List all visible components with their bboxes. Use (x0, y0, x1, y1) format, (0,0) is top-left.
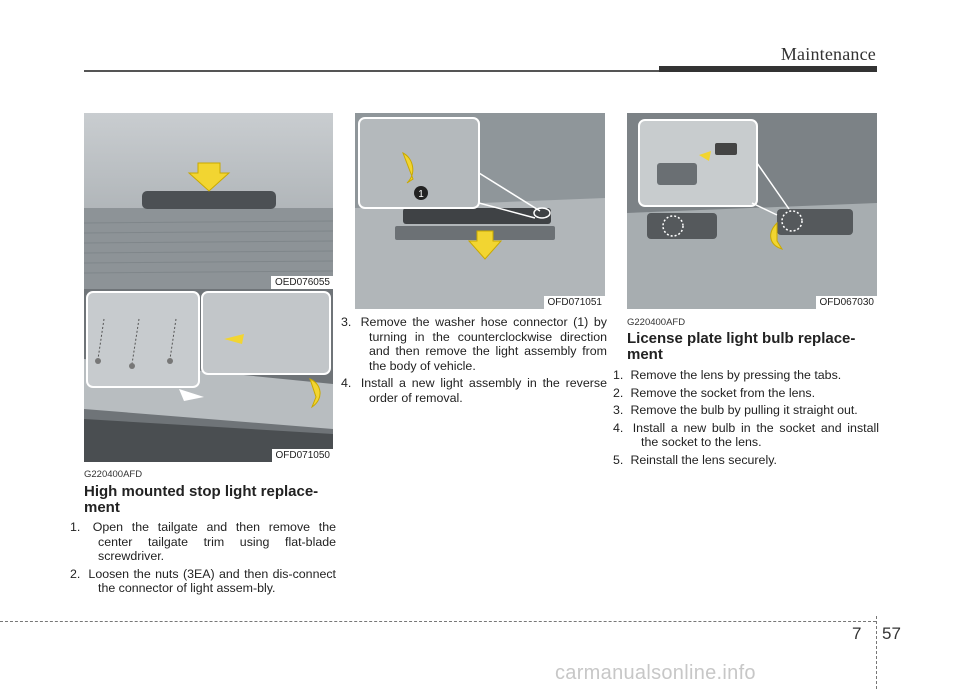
section-heading (84, 484, 339, 516)
step-item: 2. Loosen the nuts (3EA) and then dis-connect the connector of light assem-bly. (70, 566, 336, 596)
step-text: Install a new bulb in the socket and install the socket to the lens. (632, 420, 879, 450)
stop-light-housing (142, 191, 276, 209)
footer-divider (876, 616, 877, 689)
header-rule (84, 70, 659, 72)
step-item: 1. Open the tailgate and then remove the center tailgate trim using flat-blade screwdriver. (70, 520, 336, 564)
heading-line-1: License plate light bulb replace- (627, 330, 856, 347)
chapter-number: 7 (852, 624, 862, 643)
step-text: Remove the bulb by pulling it straight out. (630, 403, 858, 418)
step-item: 5. Reinstall the lens securely. (613, 452, 777, 467)
step-text: Remove the lens by pressing the tabs. (630, 368, 842, 382)
section-code: G220400AFD (84, 469, 143, 480)
heading-line-2: ment (84, 499, 120, 516)
light-assembly-illustration (355, 113, 605, 309)
tailgate-trim-illustration (84, 289, 333, 462)
figure-rear-window (84, 113, 333, 289)
footer-rule (0, 621, 876, 622)
figure-code: OED076055 (271, 276, 333, 289)
step-text: Install a new light assembly in the reverse order of removal. (360, 376, 607, 405)
rear-window-illustration (84, 113, 333, 289)
inset-nuts (87, 292, 199, 387)
header-rule-accent (659, 66, 877, 72)
step-item: 1. Remove the lens by pressing the tabs. (613, 368, 842, 382)
step-item: 2. Remove the socket from the lens. (613, 385, 816, 400)
watermark: carmanualsonline.info (555, 662, 756, 684)
figure-code: OFD067030 (816, 296, 877, 309)
figure-tailgate-trim (84, 289, 333, 462)
section-title: Maintenance (780, 44, 876, 64)
step-item: 4. Install a new bulb in the socket and install the socket to the lens. (613, 420, 879, 450)
step-item: 4. Install a new light assembly in the reverse order of removal. (341, 376, 607, 405)
step-text: Open the tailgate and then remove the center tailgate trim using flat-blade screwdriver. (92, 520, 336, 564)
steps-list (70, 520, 336, 599)
heading-line-2: ment (627, 346, 663, 363)
heading-line-1: High mounted stop light replace- (84, 483, 319, 500)
step-item: 3. Remove the washer hose connector (1) by turning in the counterclockwise direction and then remove the light assembly from the body of vehicle. (341, 315, 607, 373)
license-light-illustration (627, 113, 877, 309)
step-text: Remove the socket from the lens. (630, 385, 816, 400)
figure-light-assembly (355, 113, 605, 309)
step-text: Loosen the nuts (3EA) and then dis-connect the connector of light assem-bly. (88, 566, 336, 596)
step-text: Remove the washer hose connector (1) by turning in the counterclockwise direction and then remove the light assembly from the body of vehicle. (360, 315, 607, 373)
step-text: Reinstall the lens securely. (630, 452, 777, 467)
socket-inset (639, 120, 757, 206)
steps-list (613, 368, 879, 471)
figure-license-light (627, 113, 877, 309)
inset-connector (202, 292, 330, 374)
step-item: 3. Remove the bulb by pulling it straight out. (613, 403, 858, 418)
figure-code: OFD071051 (544, 296, 605, 309)
section-code: G220400AFD (627, 317, 686, 328)
steps-list (341, 315, 607, 409)
figure-code: OFD071050 (272, 449, 333, 462)
callout-number: 1 (418, 189, 424, 200)
section-heading (627, 331, 882, 363)
page-number: 57 (882, 624, 901, 643)
